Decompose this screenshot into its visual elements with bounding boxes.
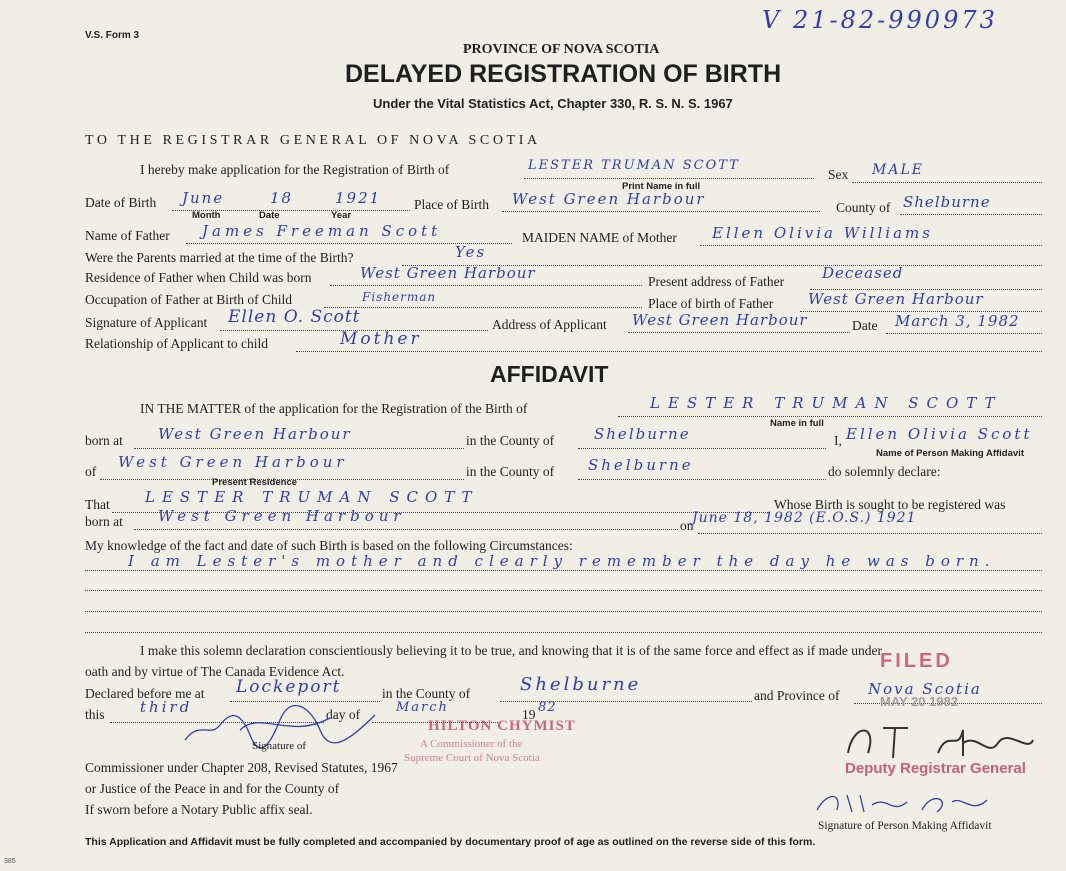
county-value-3: Shelburne bbox=[520, 674, 642, 695]
present-residence-caption: Present Residence bbox=[212, 477, 298, 488]
declaration-line-2: oath and by virtue of The Canada Evidence Act. bbox=[85, 664, 345, 679]
commissioner-stamp-line-1: A Commissioner of the bbox=[420, 738, 523, 750]
place-value: West Green Harbour bbox=[512, 190, 706, 208]
signature-of-caption: Signature of bbox=[252, 740, 307, 752]
affiant-name: Ellen Olivia Scott bbox=[846, 425, 1033, 443]
affiant-signature-scribble bbox=[812, 790, 992, 818]
day-of-value: March bbox=[396, 700, 449, 715]
print-name-caption: Print Name in full bbox=[622, 181, 701, 192]
deputy-registrar-stamp: Deputy Registrar General bbox=[845, 760, 1026, 777]
relationship-value: Mother bbox=[340, 329, 422, 349]
month-caption: Month bbox=[192, 210, 221, 221]
date-value: March 3, 1982 bbox=[895, 312, 1020, 330]
this-value: third bbox=[140, 698, 193, 716]
filed-stamp: FILED bbox=[880, 650, 953, 672]
in-county-label-2: in the County of bbox=[466, 464, 555, 479]
commissioner-line-3: If sworn before a Notary Public affix seal. bbox=[85, 802, 313, 817]
province-heading: PROVINCE OF NOVA SCOTIA bbox=[463, 42, 660, 57]
mother-value: Ellen Olivia Williams bbox=[712, 224, 933, 242]
knowledge-label: My knowledge of the fact and date of such Birth is based on the following Circumstances: bbox=[85, 538, 573, 553]
on-value: June 18, 1982 (E.O.S.) 1921 bbox=[692, 510, 917, 526]
matter-label: IN THE MATTER of the application for the Registration of the Birth of bbox=[140, 401, 528, 416]
commissioner-stamp-name: HILTON CHYMIST bbox=[428, 718, 576, 734]
born-at-label-2: born at bbox=[85, 514, 123, 529]
declared-place: Lockeport bbox=[236, 677, 342, 697]
father-value: James Freeman Scott bbox=[202, 222, 442, 240]
i-label: I, bbox=[834, 433, 842, 448]
present-address-label: Present address of Father bbox=[648, 274, 785, 289]
dob-label: Date of Birth bbox=[85, 195, 157, 210]
residence-label: Residence of Father when Child was born bbox=[85, 270, 312, 285]
commissioner-line-2: or Justice of the Peace in and for the County of bbox=[85, 781, 340, 796]
occupation-label: Occupation of Father at Birth of Child bbox=[85, 292, 292, 307]
in-county-label: in the County of bbox=[466, 433, 555, 448]
name-in-full-caption: Name in full bbox=[770, 418, 824, 429]
dob-year: 1921 bbox=[335, 189, 382, 207]
mother-label: MAIDEN NAME of Mother bbox=[522, 230, 677, 245]
whose-birth-label: Whose Birth is sought to be registered was bbox=[774, 497, 1006, 512]
registrar-line: TO THE REGISTRAR GENERAL OF NOVA SCOTIA bbox=[85, 133, 541, 148]
commissioner-line-1: Commissioner under Chapter 208, Revised Statutes, 1967 bbox=[85, 760, 398, 775]
footer-note: This Application and Affidavit must be fully completed and accompanied by documentary proof of age as outlined on the reverse side of this form. bbox=[85, 836, 816, 848]
declaration-line-1: I make this solemn declaration conscientiously believing it to be true, and knowing that it is of the same force and effect as if made under bbox=[140, 643, 883, 658]
relationship-label: Relationship of Applicant to child bbox=[85, 336, 268, 351]
date-label: Date bbox=[852, 318, 878, 333]
province-value: Nova Scotia bbox=[868, 680, 982, 698]
declared-label: Declared before me at bbox=[85, 686, 205, 701]
year-caption: Year bbox=[331, 210, 352, 221]
applicant-signature: Ellen O. Scott bbox=[228, 307, 361, 327]
page-subtitle: Under the Vital Statistics Act, Chapter 330, R. S. N. S. 1967 bbox=[373, 96, 733, 111]
father-birthplace-value: West Green Harbour bbox=[808, 290, 984, 308]
residence-value: West Green Harbour bbox=[360, 264, 536, 282]
applicant-address-value: West Green Harbour bbox=[632, 311, 808, 329]
father-label: Name of Father bbox=[85, 228, 170, 243]
deputy-registrar-signature bbox=[838, 718, 1038, 763]
occupation-value: Fisherman bbox=[362, 290, 437, 304]
affidavit-heading: AFFIDAVIT bbox=[490, 361, 609, 387]
commissioner-stamp-line-2: Supreme Court of Nova Scotia bbox=[404, 752, 540, 764]
county-value-2: Shelburne bbox=[588, 456, 694, 474]
of-value: West Green Harbour bbox=[118, 453, 348, 471]
signature-label: Signature of Applicant bbox=[85, 315, 208, 330]
that-name: LESTER TRUMAN SCOTT bbox=[145, 488, 479, 506]
intro-label: I hereby make application for the Registration of Birth of bbox=[140, 162, 450, 177]
father-birthplace-label: Place of birth of Father bbox=[648, 296, 774, 311]
form-number: V.S. Form 3 bbox=[85, 30, 140, 41]
born-at-value-2: West Green Harbour bbox=[158, 507, 406, 525]
on-label: on bbox=[680, 518, 694, 533]
declare-label: do solemnly declare: bbox=[828, 464, 941, 479]
circumstances-text: I am Lester's mother and clearly remember the day he was born. bbox=[128, 552, 996, 570]
year-prefix: 19 bbox=[522, 707, 536, 722]
born-at-label: born at bbox=[85, 433, 123, 448]
date-caption: Date bbox=[259, 210, 280, 221]
county-value: Shelburne bbox=[903, 193, 991, 211]
of-label: of bbox=[85, 464, 97, 479]
page-title: DELAYED REGISTRATION OF BIRTH bbox=[345, 60, 782, 88]
that-label: That bbox=[85, 497, 110, 512]
affiant-caption: Name of Person Making Affidavit bbox=[876, 448, 1024, 459]
in-county-label-3: in the County of bbox=[382, 686, 471, 701]
province-label: and Province of bbox=[754, 688, 840, 703]
place-label: Place of Birth bbox=[414, 197, 489, 212]
handwritten-reference: V 21-82-990973 bbox=[762, 6, 998, 34]
dob-month: June bbox=[182, 189, 225, 207]
county-label: County of bbox=[836, 200, 891, 215]
applicant-address-label: Address of Applicant bbox=[492, 317, 607, 332]
born-at-value: West Green Harbour bbox=[158, 425, 352, 443]
dob-day: 18 bbox=[270, 189, 294, 207]
matter-name: LESTER TRUMAN SCOTT bbox=[650, 394, 1003, 412]
corner-code: 385 bbox=[4, 858, 16, 865]
filed-stamp-date: MAY 20 1982 bbox=[880, 694, 959, 709]
year-suffix: 82 bbox=[538, 700, 557, 715]
day-of-label: day of bbox=[326, 707, 361, 722]
child-name: LESTER TRUMAN SCOTT bbox=[528, 158, 740, 173]
county-value: Shelburne bbox=[594, 425, 691, 443]
married-label: Were the Parents married at the time of the Birth? bbox=[85, 250, 354, 265]
sex-label: Sex bbox=[828, 167, 849, 182]
sex-value: MALE bbox=[872, 162, 924, 178]
present-address-value: Deceased bbox=[822, 264, 904, 282]
married-value: Yes bbox=[455, 243, 487, 261]
this-label: this bbox=[85, 707, 105, 722]
affiant-signature-caption: Signature of Person Making Affidavit bbox=[818, 820, 992, 832]
